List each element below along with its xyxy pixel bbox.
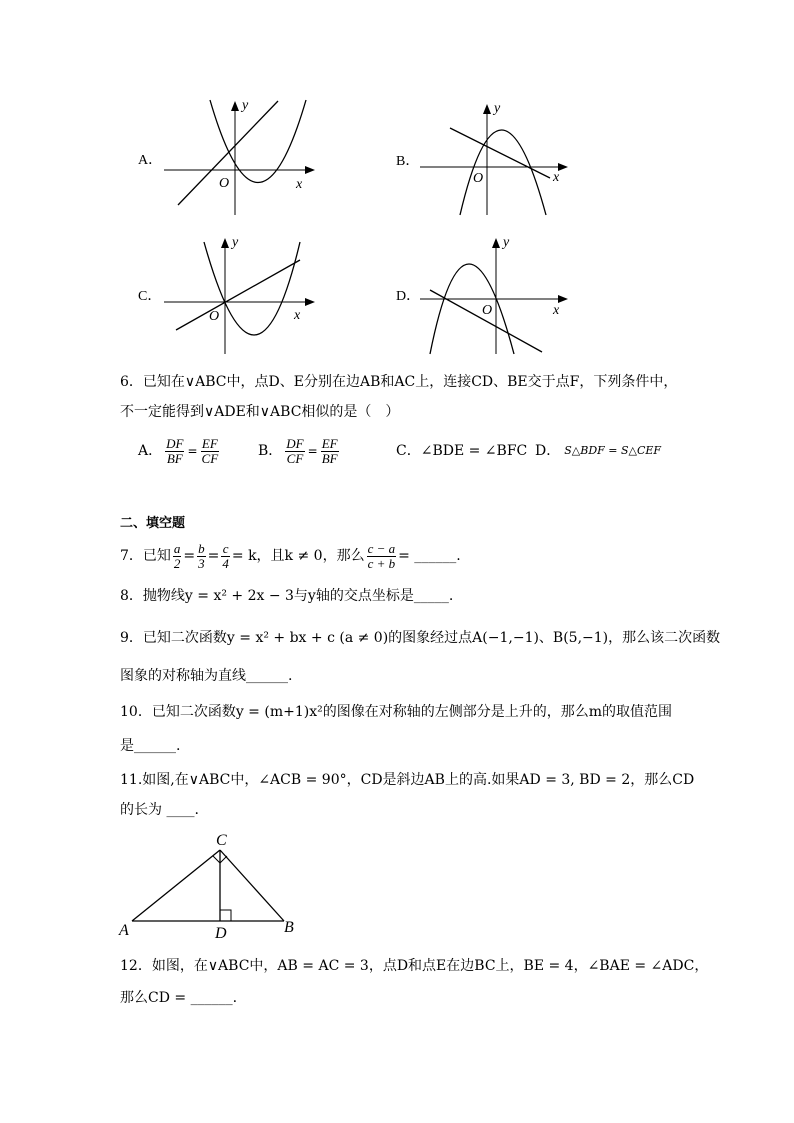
vertex-b-label: B [284, 919, 294, 936]
y-axis-arrow-icon [492, 238, 500, 248]
x-axis-arrow-icon [305, 298, 315, 306]
y-label: y [232, 235, 239, 250]
y-axis-arrow-icon [221, 238, 229, 248]
x-axis-arrow-icon [305, 166, 315, 174]
x-label: x [553, 303, 560, 318]
parabola [430, 264, 514, 354]
fraction: $\frac{DF}{BF}$ [166, 435, 184, 466]
q7: 7．已知 $\frac{a}{2}$ = $\frac{b}{3}$ = $\frac{c}{4}$ = k，且k ≠ 0，那么 $\frac{c - a}{c + b}$ = ______. [120, 540, 461, 571]
q6-option-b-label: B． [258, 443, 283, 459]
fraction: $\frac{b}{3}$ [198, 540, 205, 571]
y-label: y [503, 235, 510, 250]
line [176, 260, 300, 330]
graph-option-b [418, 100, 578, 220]
q11-line1: 11.如图,在∨ABC中，∠ACB = 90°，CD是斜边AB上的高.如果AD = 3, BD = 2，那么CD [120, 772, 695, 788]
origin-label: O [209, 309, 220, 324]
vertex-d-label: D [215, 925, 227, 940]
vertex-c-label: C [216, 832, 227, 849]
fraction: $\frac{c}{4}$ [222, 540, 229, 571]
q11-line2: 的长为 ____. [120, 802, 199, 818]
fraction: $\frac{DF}{CF}$ [286, 435, 304, 466]
q10-line1: 10．已知二次函数y = (m+1)x²的图像在对称轴的左侧部分是上升的，那么m的取值范围 [120, 704, 672, 720]
q6-option-a: A． $\frac{DF}{BF}$ = $\frac{EF}{CF}$ [138, 435, 219, 466]
fraction: $\frac{c - a}{c + b}$ [367, 540, 396, 571]
q9-line2: 图象的对称轴为直线______. [120, 668, 293, 684]
q9-line1: 9．已知二次函数y = x² + bx + c (a ≠ 0)的图象经过点A(−1,−1)、B(5,−1)，那么该二次函数 [120, 630, 721, 646]
x-label: x [294, 308, 301, 323]
q6-option-d: D． S△BDF = S△CEF [535, 443, 662, 459]
option-a-label: A． [138, 153, 163, 168]
option-b-label: B． [396, 154, 420, 169]
fraction: $\frac{EF}{BF}$ [321, 435, 338, 466]
line [450, 128, 550, 178]
origin-label: O [482, 303, 493, 318]
q6-option-c: C．∠BDE = ∠BFC [396, 443, 528, 459]
q6-line2: 不一定能得到∨ADE和∨ABC相似的是（ ） [120, 404, 400, 420]
origin-label: O [473, 171, 484, 186]
fraction: $\frac{a}{2}$ [173, 540, 181, 571]
y-axis-arrow-icon [231, 101, 239, 111]
q8: 8．抛物线y = x² + 2x − 3与y轴的交点坐标是_____. [120, 588, 454, 604]
fraction: $\frac{EF}{CF}$ [201, 435, 219, 466]
q6-option-b: B． $\frac{DF}{CF}$ = $\frac{EF}{BF}$ [258, 435, 338, 466]
right-angle-mark-d [220, 910, 231, 921]
graph-option-c [160, 232, 320, 357]
q10-line2: 是______. [120, 738, 181, 754]
option-c-label: C． [138, 289, 162, 304]
vertex-a-label: A [119, 922, 129, 939]
q6-line1: 6．已知在∨ABC中，点D、E分别在边AB和AC上，连接CD、BE交于点F，下列条件中， [120, 374, 678, 390]
y-label: y [242, 98, 249, 113]
q12-line1: 12．如图，在∨ABC中，AB = AC = 3，点D和点E在边BC上，BE = 4，∠BAE = ∠ADC， [120, 958, 709, 974]
x-axis-arrow-icon [558, 295, 568, 303]
option-d-label: D． [396, 289, 421, 304]
graph-option-a [160, 95, 320, 220]
x-label: x [296, 177, 303, 192]
graph-option-d [418, 232, 578, 357]
section-title: 二、填空题 [120, 516, 186, 531]
q11-triangle-figure [116, 828, 306, 940]
y-axis-arrow-icon [483, 104, 491, 114]
x-axis-arrow-icon [558, 163, 568, 171]
q12-line2: 那么CD = ______. [120, 990, 238, 1006]
side-ac [132, 850, 220, 921]
x-label: x [553, 170, 560, 185]
y-label: y [494, 101, 501, 116]
origin-label: O [219, 176, 230, 191]
q6-option-a-label: A． [138, 443, 163, 459]
